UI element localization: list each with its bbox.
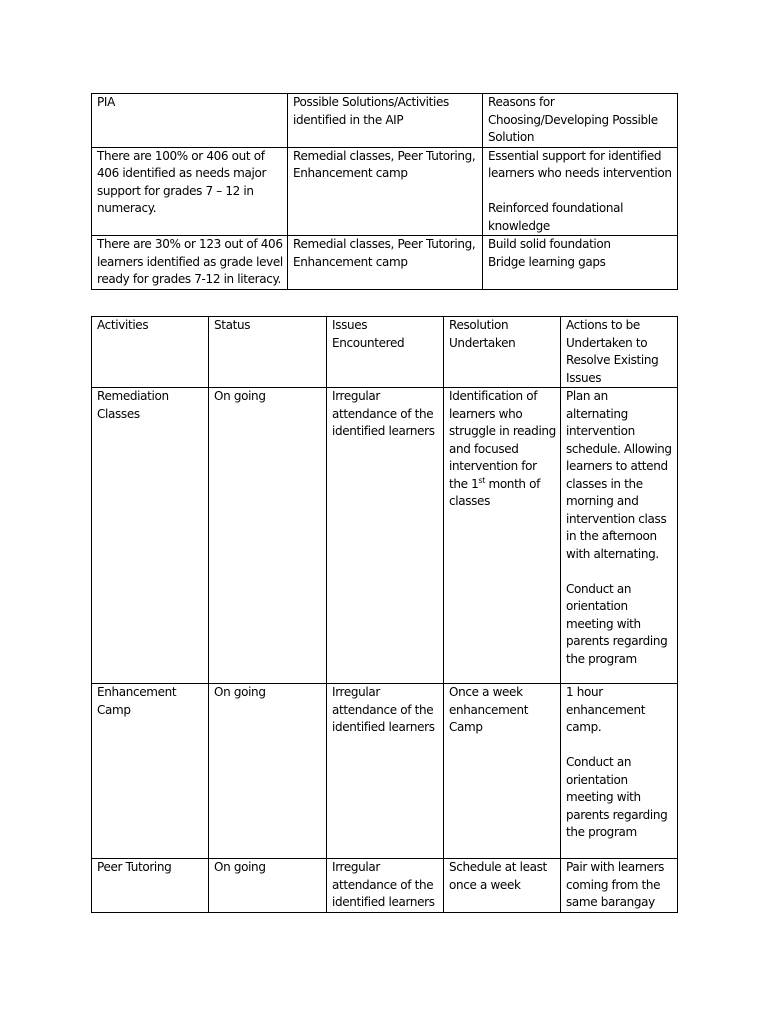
activities-header-row [92, 317, 678, 388]
issues-cell: Irregular attendance of the identified learners [327, 684, 444, 859]
resolution-cell [444, 388, 561, 684]
pia-row [92, 147, 678, 236]
pia-cell: Remedial classes, Peer Tutoring, Enhancement camp [288, 236, 483, 290]
activity-cell: Remediation Classes [92, 388, 209, 684]
pia-cell: Build solid foundation Bridge learning gaps [483, 236, 678, 290]
activities-row [92, 859, 678, 913]
pia-header-row [92, 94, 678, 148]
actions-cell: Plan an alternating intervention schedule. Allowing learners to attend classes in the morning and intervention class in the afternoon with alternating. Conduct an orientation meeting with parents regarding the program [561, 388, 678, 684]
status-cell: On going [209, 684, 327, 859]
resolution-cell: Once a week enhancement Camp [444, 684, 561, 859]
activities-header-cell: Actions to be Undertaken to Resolve Existing Issues [561, 317, 678, 388]
activities-header-cell: Status [209, 317, 327, 388]
status-cell: On going [209, 388, 327, 684]
pia-cell: There are 100% or 406 out of 406 identified as needs major support for grades 7 – 12 in numeracy. [92, 147, 288, 236]
actions-cell: 1 hour enhancement camp. Conduct an orientation meeting with parents regarding the program [561, 684, 678, 859]
ordinal-suffix: st [478, 475, 486, 485]
activities-row [92, 684, 678, 859]
pia-cell: There are 30% or 123 out of 406 learners identified as grade level ready for grades 7-12 in literacy. [92, 236, 288, 290]
issues-cell: Irregular attendance of the identified learners [327, 859, 444, 913]
activities-table [91, 316, 678, 913]
pia-table [91, 93, 678, 290]
actions-cell: Pair with learners coming from the same barangay [561, 859, 678, 913]
activities-row [92, 388, 678, 684]
pia-cell: Essential support for identified learners who needs intervention Reinforced foundational knowledge [483, 147, 678, 236]
pia-header-cell: PIA [92, 94, 288, 148]
activity-cell: Peer Tutoring [92, 859, 209, 913]
pia-header-cell: Possible Solutions/Activities identified in the AIP [288, 94, 483, 148]
activities-header-cell: Resolution Undertaken [444, 317, 561, 388]
activities-header-cell: Activities [92, 317, 209, 388]
activity-cell: Enhancement Camp [92, 684, 209, 859]
resolution-text: month of classes [449, 476, 541, 508]
resolution-cell: Schedule at least once a week [444, 859, 561, 913]
resolution-text: Identification of learners who struggle in reading and focused intervention for the 1 [449, 389, 556, 491]
pia-cell: Remedial classes, Peer Tutoring, Enhancement camp [288, 147, 483, 236]
pia-row [92, 236, 678, 290]
status-cell: On going [209, 859, 327, 913]
activities-header-cell: Issues Encountered [327, 317, 444, 388]
issues-cell: Irregular attendance of the identified learners [327, 388, 444, 684]
pia-header-cell: Reasons for Choosing/Developing Possible Solution [483, 94, 678, 148]
